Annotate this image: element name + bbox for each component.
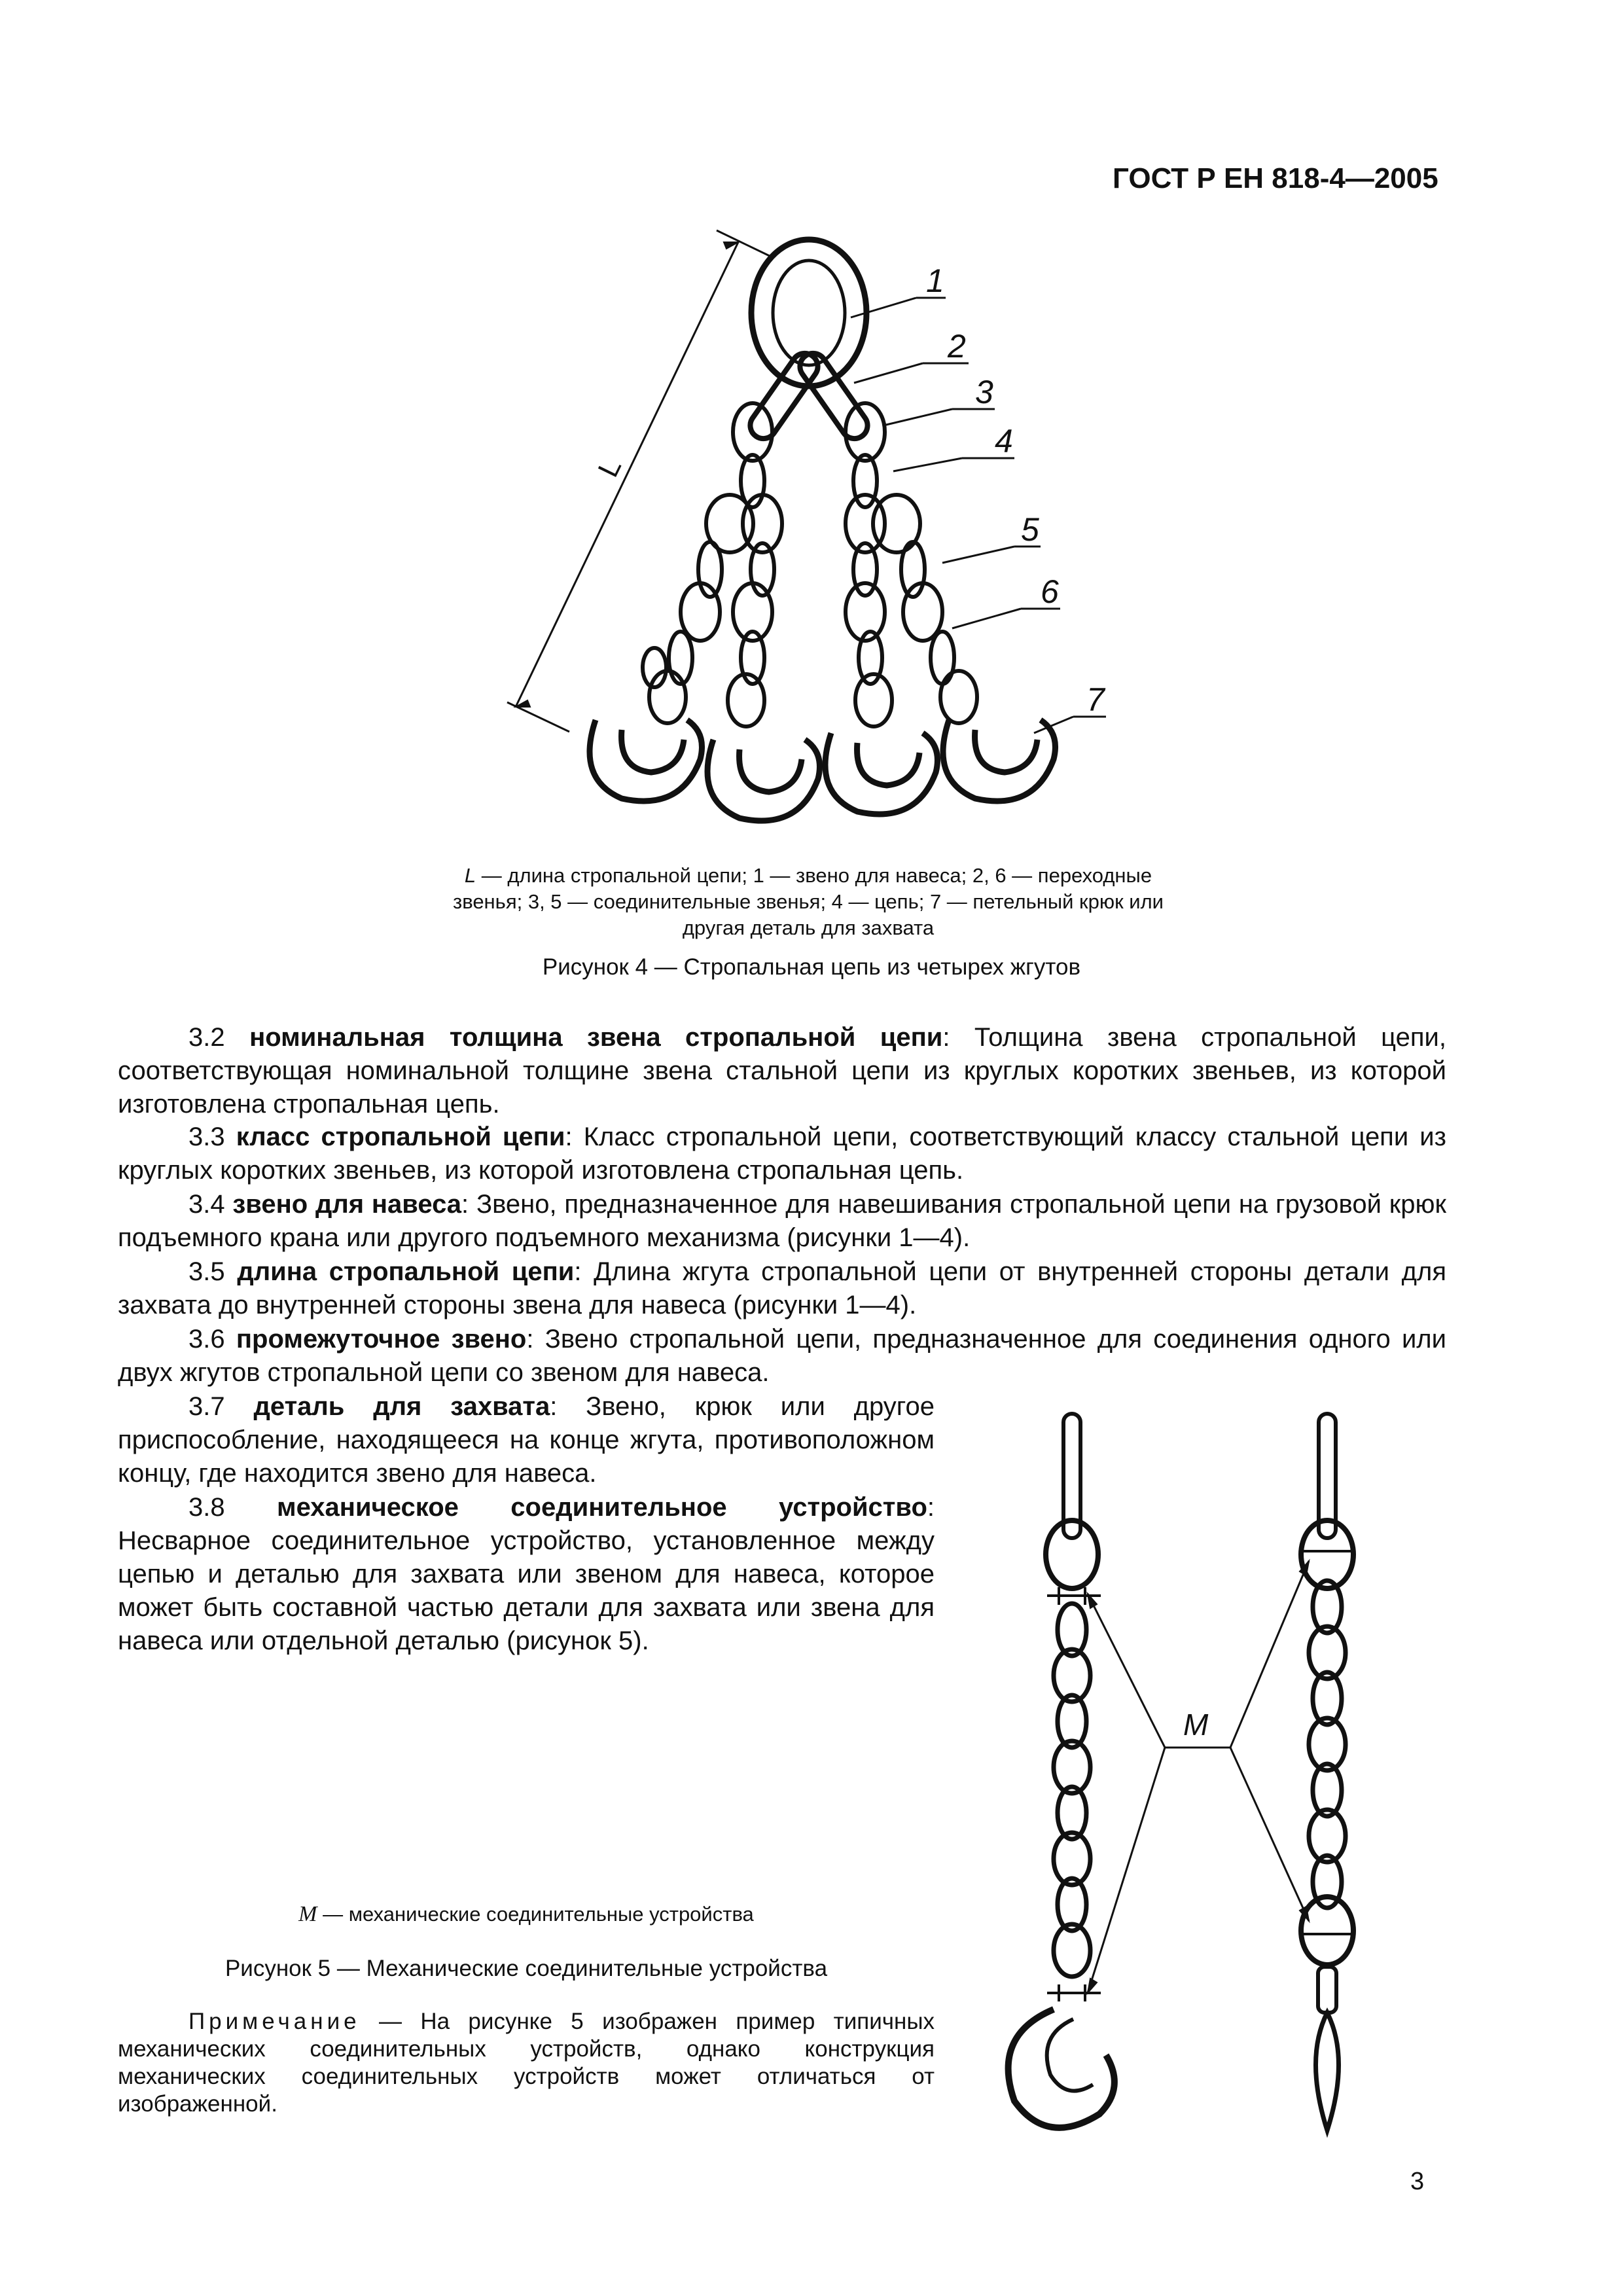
legend-text: — механические соединительные устройства xyxy=(317,1903,754,1926)
section-text: : Толщина звена стропальной цепи, соответствующая номинальной толщине звена стальной цепи из круглых коротких звеньев, из которой изготовлена стропальная цепь. xyxy=(118,1023,1446,1119)
callout-6: 6 xyxy=(1041,573,1059,610)
note xyxy=(118,2008,935,2118)
section-text: : Длина жгута стропальной цепи от внутренней стороны детали для захвата до внутренней стороны звена для навеса (рисунки 1—4). xyxy=(118,1257,1447,1319)
figure-5-legend xyxy=(118,1902,935,1927)
legend-symbol: M xyxy=(298,1902,317,1926)
section-term: механическое соединительное устройство xyxy=(277,1493,927,1522)
note-label: Примечание xyxy=(188,2009,361,2034)
callout-7: 7 xyxy=(1086,681,1105,718)
legend-symbol: L xyxy=(464,864,476,887)
legend-text: — длина стропальной цепи; 1 — звено для навеса; 2, 6 — переходные звенья; 3, 5 — соединительные звенья; 4 — цепь; 7 — петельный крюк или другая деталь для захвата xyxy=(452,864,1164,939)
section-number: 3.6 xyxy=(188,1325,225,1354)
section-term: длина стропальной цепи xyxy=(237,1257,575,1286)
callout-1: 1 xyxy=(926,262,944,299)
section-text: : Звено, предназначенное для навешивания стропальной цепи на грузовой крюк подъемного крана или другого подъемного механизма (рисунки 1—4). xyxy=(118,1190,1446,1252)
section-text: : Звено, крюк или другое приспособление, находящееся на конце жгута, противоположном концу, где находится звено для навеса. xyxy=(118,1392,935,1488)
section-number: 3.4 xyxy=(188,1190,225,1219)
figure-5-label-M: M xyxy=(1183,1708,1209,1742)
callout-5: 5 xyxy=(1021,511,1039,548)
section-number: 3.8 xyxy=(188,1493,225,1522)
callout-3: 3 xyxy=(975,374,993,410)
note-text: — На рисунке 5 изображен пример типичных механических соединительных устройств, однако конструкция механических соединительных устройств может отличаться от изображенной. xyxy=(118,2009,935,2117)
callout-4: 4 xyxy=(995,423,1013,459)
section-number: 3.3 xyxy=(188,1122,225,1151)
page-number: 3 xyxy=(1410,2168,1425,2195)
section-term: промежуточное звено xyxy=(236,1325,527,1354)
section-term: класс стропальной цепи xyxy=(236,1122,565,1151)
dimension-label-L: L xyxy=(592,454,628,482)
section-term: номинальная толщина звена стропальной цепи xyxy=(249,1023,943,1052)
section-text: : Звено стропальной цепи, предназначенное для соединения одного или двух жгутов стропальной цепи со звеном для навеса. xyxy=(118,1325,1446,1387)
figure-5-title: Рисунок 5 — Механические соединительные устройства xyxy=(224,1956,828,1981)
document-standard-header: ГОСТ Р ЕН 818-4—2005 xyxy=(1113,162,1438,194)
section-term: деталь для захвата xyxy=(253,1392,550,1421)
section-text: : Класс стропальной цепи, соответствующий классу стальной цепи из круглых коротких звеньев, из которой изготовлена стропальная цепь. xyxy=(118,1122,1446,1185)
figure-4-title: Рисунок 4 — Стропальная цепь из четырех жгутов xyxy=(542,954,1081,980)
section-number: 3.5 xyxy=(188,1257,225,1286)
section-text: : Несварное соединительное устройство, установленное между цепью и деталью для захвата или звеном для навеса, которое может быть составной частью детали для захвата или звена для навеса или отдельной деталью (рисунок 5). xyxy=(118,1493,935,1655)
callout-2: 2 xyxy=(948,328,966,365)
section-number: 3.7 xyxy=(188,1392,225,1421)
section-term: звено для навеса xyxy=(232,1190,462,1219)
section-number: 3.2 xyxy=(188,1023,225,1052)
